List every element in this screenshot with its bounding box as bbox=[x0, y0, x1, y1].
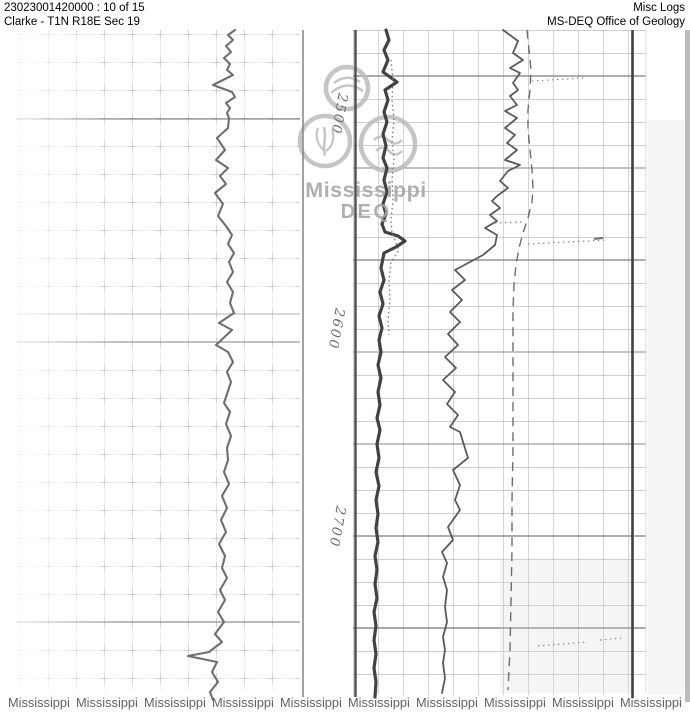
footer-watermark: Mississippi bbox=[280, 695, 342, 710]
footer-watermark: Mississippi bbox=[212, 695, 274, 710]
footer-watermark: Mississippi bbox=[348, 695, 410, 710]
left-track-grid bbox=[14, 30, 300, 690]
agency-name: MS-DEQ Office of Geology bbox=[547, 16, 685, 28]
well-id-page: 23023001420000 : 10 of 15 bbox=[4, 2, 145, 14]
watermark-line2: DEQ bbox=[340, 201, 392, 223]
footer-watermark: Mississippi bbox=[416, 695, 478, 710]
watermark-line1: Mississippi bbox=[305, 178, 427, 202]
log-category: Misc Logs bbox=[633, 2, 685, 14]
footer-watermark-row bbox=[0, 695, 690, 713]
footer-watermark: Mississippi bbox=[144, 695, 206, 710]
footer-watermark: Mississippi bbox=[484, 695, 546, 710]
header-left bbox=[4, 1, 145, 29]
footer-watermark: Mississippi bbox=[8, 695, 70, 710]
depth-label-2600: 2600 bbox=[324, 306, 348, 352]
depth-label-2700: 2700 bbox=[325, 504, 349, 550]
footer-watermark: Mississippi bbox=[76, 695, 138, 710]
footer-watermark: Mississippi bbox=[620, 695, 682, 710]
well-location: Clarke - T1N R18E Sec 19 bbox=[4, 16, 140, 28]
depth-label-2500: 2500 bbox=[327, 91, 351, 137]
footer-watermark: Mississippi bbox=[552, 695, 614, 710]
dash-marks bbox=[594, 238, 603, 239]
header-right bbox=[547, 1, 685, 29]
